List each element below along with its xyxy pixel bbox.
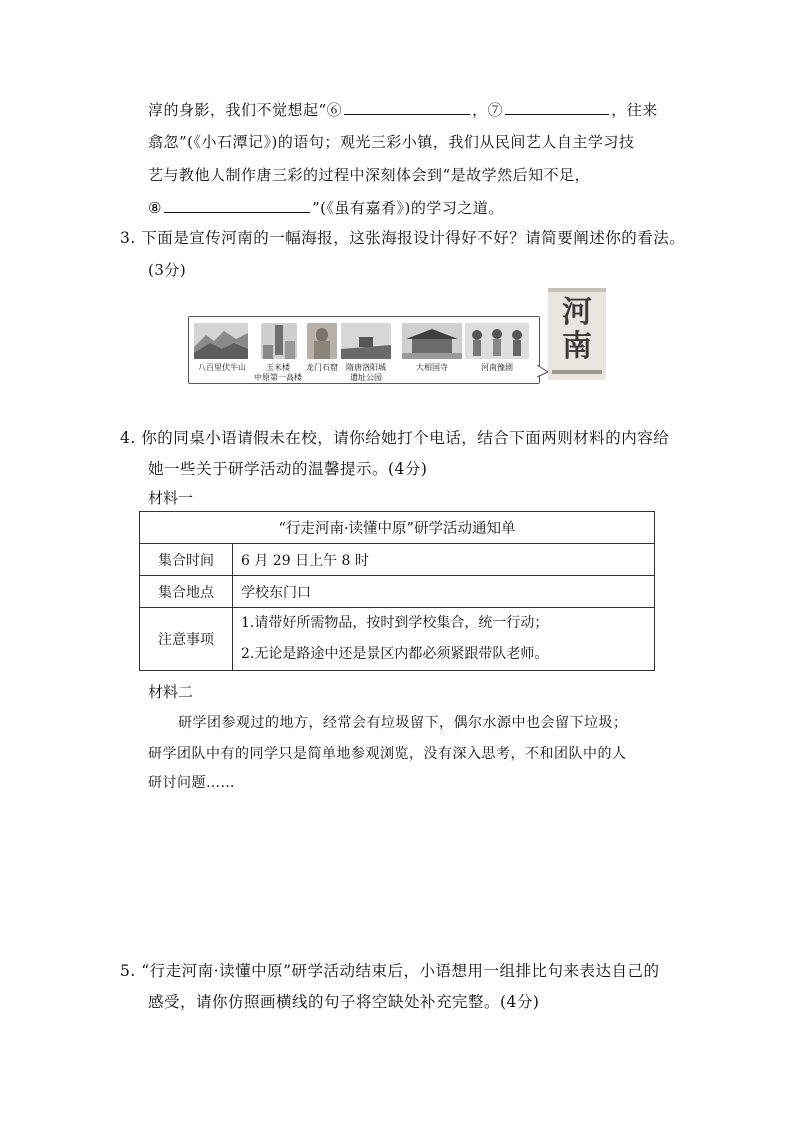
- material1-label: 材料一: [148, 489, 194, 507]
- henan-title-card: [548, 288, 606, 380]
- material2-line2: 研学团队中有的同学只是简单地参观浏览，没有深入思考，不和团队中的人: [148, 746, 627, 762]
- henan-title: 河: [562, 295, 592, 330]
- answer-blank-8[interactable]: [164, 196, 310, 213]
- notice-table: [139, 511, 655, 671]
- answer-blank-7[interactable]: [505, 98, 609, 115]
- row-label: 集合地点: [140, 576, 233, 608]
- q2-line1: [148, 98, 658, 121]
- q2-text: ，⑦: [472, 101, 504, 119]
- q5-prompt-line2: 感受，请你仿照画横线的句子将空缺处补充完整。(4分): [148, 993, 540, 1011]
- row-value: 学校东门口: [233, 576, 655, 608]
- sui-tang-park-image: [341, 323, 391, 359]
- q4-prompt-line2: 她一些关于研学活动的温馨提示。(4分): [148, 460, 428, 478]
- corn-tower-image: [261, 323, 297, 359]
- q2-text: ，往来: [611, 101, 658, 119]
- q2-text: ”(《虽有嘉肴》)的学习之道。: [311, 199, 504, 217]
- caption-corn-tower: 玉米楼: [266, 363, 290, 372]
- caption-corn-tower-sub: 中原第一高楼: [254, 373, 302, 382]
- henan-opera-image: [465, 323, 529, 359]
- material2-line1: 研学团参观过的地方，经常会有垃圾留下，偶尔水源中也会留下垃圾；: [178, 715, 628, 731]
- caption-longmen: 龙门石窟: [306, 363, 338, 372]
- q2-line2: 翕忽”(《小石潭记》)的语句；观光三彩小镇，我们从民间艺人自主学习技: [148, 133, 635, 151]
- material2-line3: 研讨问题……: [148, 775, 235, 791]
- note-item-2: 2.无论是路途中还是景区内都必须紧跟带队老师。: [241, 646, 549, 662]
- q3-score: (3分): [148, 261, 187, 279]
- q2-text: ⑧: [148, 199, 162, 217]
- row-label: 注意事项: [140, 608, 233, 671]
- henan-poster: [188, 316, 540, 384]
- row-value: [233, 608, 655, 671]
- q4-prompt-line1: 4. 你的同桌小语请假未在校，请你给她打个电话，结合下面两则材料的内容给: [120, 429, 670, 447]
- q3-prompt: 3. 下面是宣传河南的一幅海报，这张海报设计得好不好？请简要阐述你的看法。: [120, 229, 686, 247]
- longmen-grottoes-image: [307, 323, 337, 359]
- caption-opera: 河南豫剧: [481, 363, 513, 372]
- caption-xiangguo: 大相国寺: [416, 363, 448, 372]
- material2-label: 材料二: [148, 683, 194, 701]
- q2-line3: 艺与教他人制作唐三彩的过程中深刻体会到“是故学然后知不足，: [148, 166, 591, 184]
- funiu-mountain-image: [194, 323, 248, 359]
- row-value: 6 月 29 日上午 8 时: [233, 544, 655, 576]
- henan-title-2: 南: [562, 329, 592, 364]
- answer-blank-6[interactable]: [344, 98, 470, 115]
- table-row: [140, 608, 655, 671]
- caption-sui-tang-sub: 遗址公园: [350, 373, 382, 382]
- table-row: [140, 576, 655, 608]
- q2-line4: [148, 196, 504, 219]
- q5-prompt-line1: 5. “行走河南·读懂中原”研学活动结束后，小语想用一组排比句来表达自己的: [120, 962, 660, 980]
- row-label: 集合时间: [140, 544, 233, 576]
- note-item-1: 1.请带好所需物品，按时到学校集合，统一行动；: [241, 615, 549, 631]
- table-row: [140, 544, 655, 576]
- caption-sui-tang: 隋唐洛阳城: [346, 363, 386, 372]
- q2-text: 淳的身影，我们不觉想起“⑥: [148, 101, 343, 119]
- caption-funiu: 八百里伏牛山: [198, 363, 246, 372]
- table-title: “行走河南·读懂中原”研学活动通知单: [140, 512, 655, 544]
- xiangguo-temple-image: [402, 323, 462, 359]
